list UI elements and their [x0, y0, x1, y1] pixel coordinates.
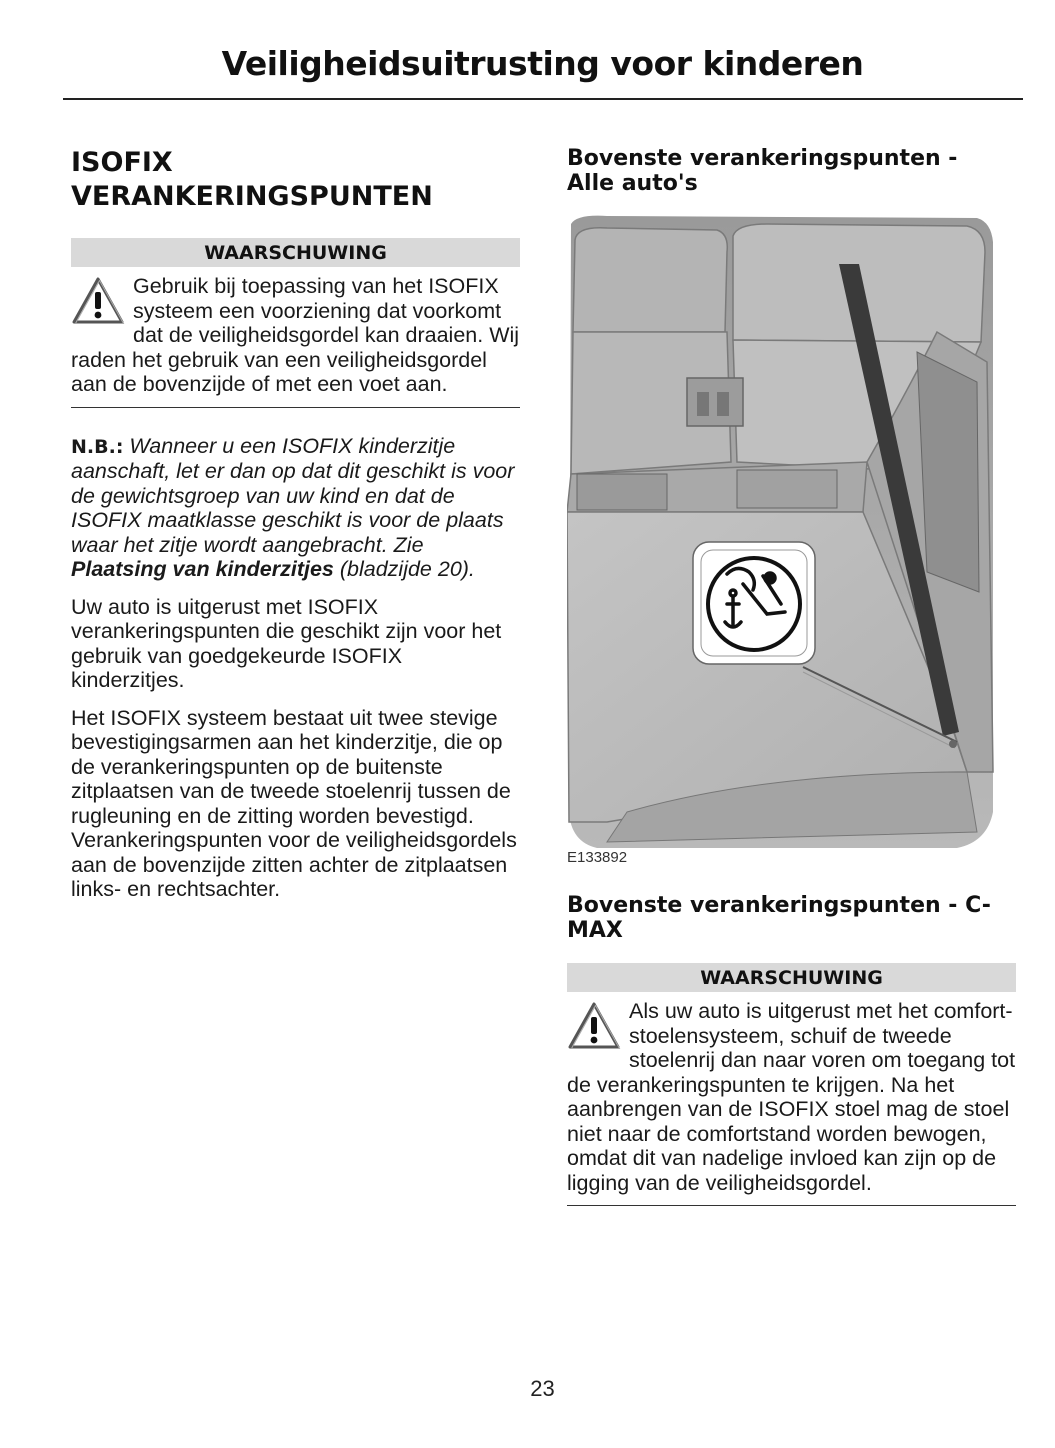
warning-box: [71, 267, 520, 408]
warning-triangle-icon: [567, 1001, 621, 1051]
subheading-cmax: Bovenste verankeringspunten - C-MAX: [567, 893, 991, 943]
left-column: [71, 146, 520, 902]
warning-header-cmax: WAARSCHUWING: [567, 963, 1016, 992]
note-paragraph: [71, 434, 520, 582]
note-reference-link[interactable]: Plaatsing van kinderzitjes: [71, 557, 334, 581]
warning-header: WAARSCHUWING: [71, 238, 520, 267]
subheading-all-cars: Bovenste verankeringspunten - Alle auto's: [567, 146, 958, 196]
body-paragraph-2: Het ISOFIX systeem bestaat uit twee stevige bevestigingsarmen aan het kinderzitje, die op de verankeringspunten op de buitenste zitplaatsen van de tweede stoelenrij tussen de rugleuning en de zitting worden bevestigd. Verankeringspunten voor de veiligheidsgordels aan de bovenzijde zitten achter de zitplaatsen links- en rechtsachter.: [71, 705, 517, 901]
note-suffix: (bladzijde 20).: [339, 557, 475, 581]
body-paragraph-1: Uw auto is uitgerust met ISOFIX verankeringspunten die geschikt zijn voor het gebruik van goedgekeurde ISOFIX kinderzitjes.: [71, 594, 502, 692]
figure-code: E133892: [567, 849, 628, 866]
warning-text: Gebruik bij toepassing van het ISOFIX systeem een voorziening dat voorkomt dat de veiligheidsgordel kan draaien. Wij raden het gebruik van een veiligheidsgordel aan de bovenzijde of met een voet aan.: [71, 274, 520, 396]
anchor-point-illustration: [567, 212, 995, 852]
header-divider: [63, 98, 1023, 100]
page-header-title: Veiligheidsuitrusting voor kinderen: [221, 44, 864, 83]
note-prefix: N.B.:: [71, 435, 124, 458]
section-title: ISOFIX VERANKERINGSPUNTEN: [71, 147, 433, 212]
warning-triangle-icon: [71, 276, 125, 326]
note-text: Wanneer u een ISOFIX kinderzitje aanschaft, let er dan op dat dit geschikt is voor de gewichtsgroep van uw kind en dat de ISOFIX maatklasse geschikt is voor de plaats waar het zitje wordt aangebracht. Zie: [71, 433, 515, 557]
right-column-lower: [567, 893, 1016, 1206]
right-column: [567, 146, 1016, 196]
page-number: 23: [530, 1376, 555, 1401]
warning-text-cmax: Als uw auto is uitgerust met het comfort-stoelensysteem, schuif de tweede stoelenrij dan naar voren om toegang tot de verankeringspunten te krijgen. Na het aanbrengen van de ISOFIX stoel mag de stoel niet naar de comfortstand worden bewogen, omdat dit van nadelige invloed kan zijn op de ligging van de veiligheidsgordel.: [567, 999, 1016, 1195]
warning-box-cmax: [567, 992, 1016, 1206]
